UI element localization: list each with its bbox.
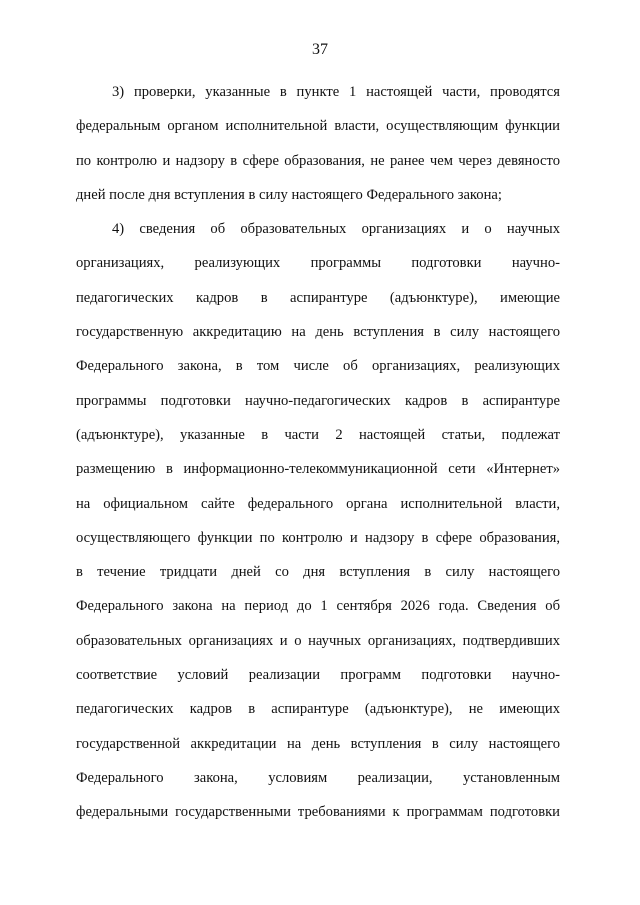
- paragraph-4-line-3: педагогических кадров в аспирантуре (адъюнктуре), имеющие: [76, 289, 560, 306]
- paragraph-4-line-16: государственной аккредитации на день вступления в силу настоящего: [76, 735, 560, 752]
- paragraph-3-line-2: федеральным органом исполнительной власти, осуществляющим функции: [76, 118, 560, 135]
- paragraph-4-line-1: 4) сведения об образовательных организациях и о научных: [112, 221, 560, 238]
- paragraph-4-line-14: соответствие условий реализации программ подготовки научно-: [76, 667, 560, 684]
- paragraph-4-line-18: федеральными государственными требованиями к программам подготовки: [76, 804, 560, 821]
- paragraph-4-line-4: государственную аккредитацию на день вступления в силу настоящего: [76, 324, 560, 341]
- paragraph-4-line-13: образовательных организациях и о научных организациях, подтвердивших: [76, 632, 560, 649]
- paragraph-3-line-3: по контролю и надзору в сфере образования, не ранее чем через девяносто: [76, 152, 560, 169]
- page-number: 37: [312, 41, 328, 58]
- paragraph-4-line-7: (адъюнктуре), указанные в части 2 настоящей статьи, подлежат: [76, 426, 560, 443]
- paragraph-4-line-10: осуществляющего функции по контролю и надзору в сфере образования,: [76, 529, 560, 546]
- paragraph-4-line-15: педагогических кадров в аспирантуре (адъюнктуре), не имеющих: [76, 701, 560, 718]
- paragraph-3-line-1: 3) проверки, указанные в пункте 1 настоящей части, проводятся: [112, 84, 560, 100]
- paragraph-4-line-12: Федерального закона на период до 1 сентября 2026 года. Сведения об: [76, 598, 560, 615]
- paragraph-4-line-17: Федерального закона, условиям реализации, установленным: [76, 769, 560, 786]
- paragraph-4-line-2: организациях, реализующих программы подготовки научно-: [76, 255, 560, 272]
- paragraph-4-line-8: размещению в информационно-телекоммуникационной сети «Интернет»: [76, 461, 560, 478]
- paragraph-4-line-11: в течение тридцати дней со дня вступления в силу настоящего: [76, 564, 560, 581]
- paragraph-4-line-6: программы подготовки научно-педагогических кадров в аспирантуре: [76, 392, 560, 409]
- paragraph-4-line-5: Федерального закона, в том числе об организациях, реализующих: [76, 358, 560, 375]
- paragraph-3-line-4: дней после дня вступления в силу настоящего Федерального закона;: [76, 186, 502, 203]
- paragraph-4-line-9: на официальном сайте федерального органа исполнительной власти,: [76, 495, 560, 512]
- document-body: [76, 75, 560, 830]
